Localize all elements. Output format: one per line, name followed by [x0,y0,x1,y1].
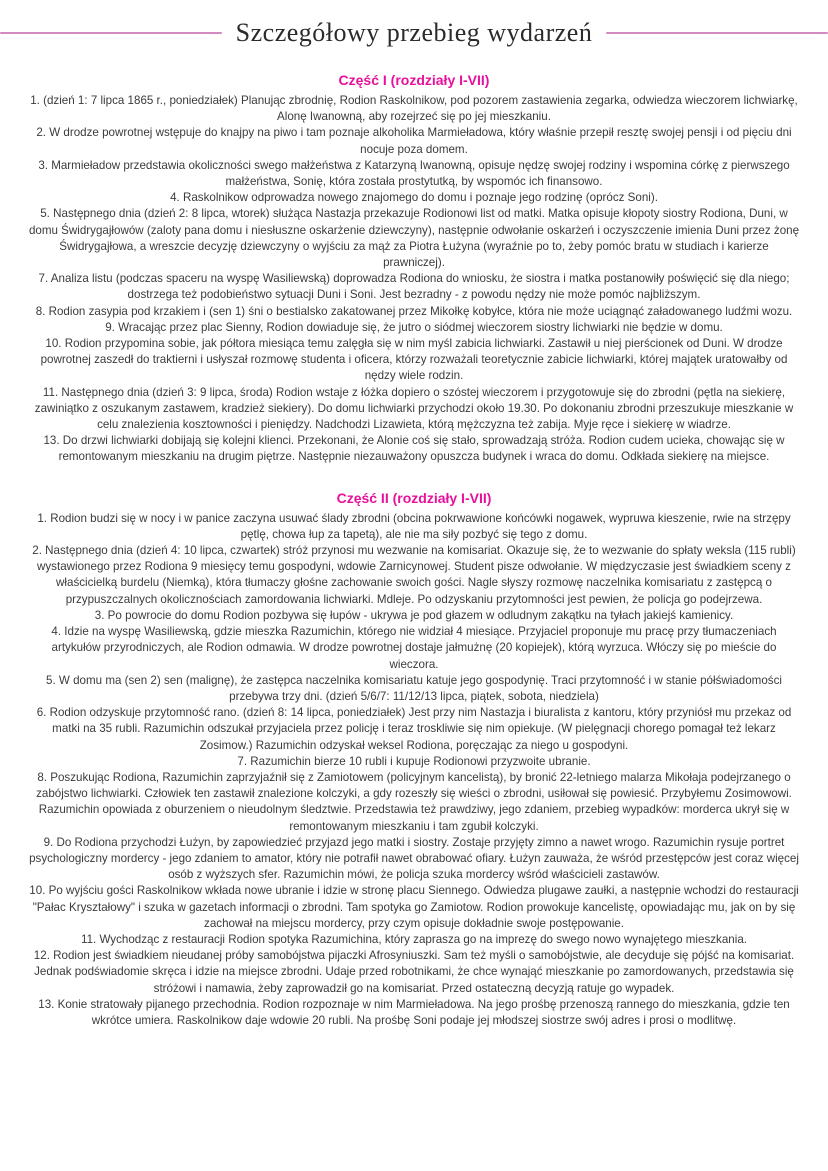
section-heading-part-2: Część II (rozdziały I-VII) [336,489,492,506]
event-paragraph: 7. Razumichin bierze 10 rubli i kupuje Rodionowi przyzwoite ubranie. [237,754,591,768]
event-paragraph: 1. (dzień 1: 7 lipca 1865 r., poniedziałek) Planując zbrodnię, Rodion Raskolnikow, pod pozorem zastawienia zegarka, odwiedza wieczorem lichwiarkę, Alonę Iwanowną, aby rozejrzeć się po jej mieszkaniu. [30,94,798,124]
page-title: Szczegółowy przebieg wydarzeń [235,18,593,47]
section-part-1 [27,72,801,466]
event-paragraph: 10. Rodion przypomina sobie, jak półtora miesiąca temu zalęgła się w nim myśl zabicia lichwiarki. Zastawił u niej pierścionek od Duni. W drodze powrotnej zaszedł do traktierni i usłyszał rozmowę studenta i oficera, którzy rozważali teoretycznie zabicie lichwiarki, której majątek uratowałby od nędzy wiele rodzin. [40,337,788,383]
event-paragraph: 11. Wychodząc z restauracji Rodion spotyka Razumichina, który zaprasza go na imprezę do swego nowo wynajętego mieszkania. [80,932,747,946]
event-paragraph: 5. W domu ma (sen 2) sen (malignę), że zastępca naczelnika komisariatu katuje jego gospodynię. Traci przytomność i w stanie półświadomości przebywa trzy dni. (dzień 5/6/7: 11/12/13 lipca, piątek, sobota, niedziela) [46,673,782,703]
event-paragraph: 8. Poszukując Rodiona, Razumichin zaprzyjaźnił się z Zamiotowem (policyjnym kancelistą), by bronić 22-letniego malarza Mikołaja podejrzanego o zabójstwo lichwiarki. Człowiek ten zastawił znalezione kolczyki, a gdy rozeszły się wieści o zbrodni, usiłował się powiesić. Przybyłemu Zosimowowi. Razumichin opowiada z oburzeniem o nieudolnym śledztwie. Przedstawia też prawdziwy, jego zdaniem, przebieg wypadków: morderca ukrył się w remontowanym mieszkaniu i tam zgubił kolczyki. [36,770,792,833]
event-paragraph: 3. Po powrocie do domu Rodion pozbywa się łupów - ukrywa je pod głazem w odludnym zakątku na tyłach jakiejś kamienicy. [94,608,734,622]
event-paragraph: 4. Raskolnikow odprowadza nowego znajomego do domu i poznaje jego rodzinę (oprócz Soni). [170,191,658,205]
document-body [0,72,828,1029]
event-paragraph: 12. Rodion jest świadkiem nieudanej próby samobójstwa pijaczki Afrosyniuszki. Sam też myśli o samobójstwie, ale decyduje się pójść na komisariat. Jednak podświadomie skręca i idzie na miejsce zbrodni. Udaje przed robotnikami, że chce wynająć mieszkanie po zamordowanych, przedstawia się stróżowi i namawia, żeby zaprowadził go na komisariat. Przed ostateczną decyzją ratuje go wypadek. [33,949,795,995]
event-paragraph: 5. Następnego dnia (dzień 2: 8 lipca, wtorek) służąca Nastazja przekazuje Rodionowi list od matki. Matka opisuje kłopoty siostry Rodiona, Duni, w domu Świdrygajłowów (zaloty pana domu i niesłuszne oskarżenie dziewczyny), następnie odwołanie oskarżeń i oczyszczenie imienia Duni przez żonę Świdrygajłowa, a wreszcie decyzję dziewczyny o wyjściu za mąż za Piotra Łużyna (wyraźnie po to, żeby pomóc bratu w studiach i karierze prawniczej). [28,207,800,270]
event-paragraph: 9. Do Rodiona przychodzi Łużyn, by zapowiedzieć przyjazd jego matki i siostry. Zostaje przyjęty zimno a nawet wrogo. Razumichin rysuje portret psychologiczny mordercy - jego zdaniem to amator, który nie potrafił nawet obrabować ofiary. Łużyn zauważa, że wśród przestępców jest coraz więcej osób z wyższych sfer. Razumichin mówi, że policja szuka mordercy wśród właścicieli zastawów. [29,835,799,882]
section-items-part-1 [27,93,801,466]
header-rule-left [0,32,222,34]
event-paragraph: 7. Analiza listu (podczas spaceru na wyspę Wasiliewską) doprowadza Rodiona do wniosku, że siostra i matka postanowiły poświęcić się dla niego; dostrzega też podobieństwo sytuacji Duni i Soni. Jest bezradny - z powodu nędzy nie może pomóc najbliższym. [38,272,790,302]
event-paragraph: 4. Idzie na wyspę Wasiliewską, gdzie mieszka Razumichin, którego nie widział 4 miesiące. Przyjaciel proponuje mu pracę przy tłumaczeniach artykułów przyrodniczych, ale Rodion odmawia. W drodze powrotnej dostaje jałmużnę (20 kopiejek), którą wyrzuca. Włóczy się po mieście do wieczora. [51,625,777,671]
event-paragraph: 10. Po wyjściu gości Raskolnikow wkłada nowe ubranie i idzie w stronę placu Siennego. Odwiedza plugawe zaułki, a następnie wchodzi do restauracji "Pałac Kryształowy" i szuka w gazetach informacji o zbrodni. Tam spotyka go Zamiotow. Rodion prowokuje kancelistę, opowiadając mu, jak on by się zachował na miejscu mordercy, przy czym opisuje dokładnie swoje postępowanie. [29,884,799,930]
event-paragraph: 1. Rodion budzi się w nocy i w panice zaczyna usuwać ślady zbrodni (obcina pokrwawione końcówki nogawek, wypruwa kieszenie, rwie na strzępy pętlę, chowa łup za tapetą), ale nie ma siły pozbyć się tego z domu. [37,511,791,541]
event-paragraph: 8. Rodion zasypia pod krzakiem i (sen 1) śni o bestialsko zakatowanej przez Mikołkę kobyłce, która nie może uciągnąć załadowanego ludźmi wozu. [35,304,793,318]
event-paragraph: 9. Wracając przez plac Sienny, Rodion dowiaduje się, że jutro o siódmej wieczorem siostry lichwiarki nie będzie w domu. [105,320,723,334]
event-paragraph: 3. Marmieładow przedstawia okoliczności swego małżeństwa z Katarzyną Iwanowną, opisuje nędzę swojej rodziny i wspomina córkę z pierwszego małżeństwa, Sonię, która została prostytutką, by wspomóc ich finansowo. [38,158,790,189]
section-heading-part-1: Część I (rozdziały I-VII) [338,72,490,88]
header-rule-right [606,32,828,34]
event-paragraph: 2. W drodze powrotnej wstępuje do knajpy na piwo i tam poznaje alkoholika Marmieładowa, który właśnie przepił resztę swojej pensji i od pięciu dni nocuje poza domem. [36,126,792,156]
section-part-2 [27,490,801,1030]
event-paragraph: 11. Następnego dnia (dzień 3: 9 lipca, środa) Rodion wstaje z łóżka dopiero o szóstej wieczorem i przygotowuje się do zbrodni (pętla na siekierę, zawiniątko z oszukanym zastawem, kradzież siekiery). Do domu lichwiarki przychodzi około 19.30. Po dokonaniu zbrodni przeszukuje mieszkanie w celu znalezienia kosztowności i pieniędzy. Nadchodzi Lizawieta, którą mężczyzna też zabija. Myje ręce i siekierę w wiadrze. [34,385,794,432]
event-paragraph: 6. Rodion odzyskuje przytomność rano. (dzień 8: 14 lipca, poniedziałek) Jest przy nim Nastazja i biuralista z kantoru, który przyniósł mu przekaz od matki na 35 rubli. Razumichin odszukał przyjaciela przez policję i teraz troskliwie się nim opiekuje. (W pielęgnacji chorego pomagał też lekarz Zosimow.) Razumichin odzyskał weksel Rodiona, poręczając za niego u gospodyni. [36,706,792,752]
event-paragraph: 2. Następnego dnia (dzień 4: 10 lipca, czwartek) stróż przynosi mu wezwanie na komisariat. Okazuje się, że to wezwanie do spłaty weksla (115 rubli) wystawionego przez Rodiona 9 miesięcy temu gospodyni, wdowie Zarnicynowej. Student pisze odwołanie. W międzyczasie jest świadkiem sceny z właścicielką burdelu (Niemką), która tłumaczy głośne zachowanie swoich gości. Nagle słyszy rozmowę naczelnika komisariatu z zastępcą o przypuszczalnych okolicznościach zamordowania lichwiarki. Mdleje. Po odzyskaniu przytomności jest pewien, że policja go podejrzewa. [32,544,796,606]
event-paragraph: 13. Konie stratowały pijanego przechodnia. Rodion rozpoznaje w nim Marmieładowa. Na jego prośbę przenoszą rannego do mieszkania, gdzie ten wkrótce umiera. Raskolnikow daje wdowie 20 rubli. Na prośbę Soni podaje jej młodszej siostrze swój adres i prosi o modlitwę. [38,997,790,1027]
document-header [0,18,828,48]
section-items-part-2 [27,511,801,1030]
event-paragraph: 13. Do drzwi lichwiarki dobijają się kolejni klienci. Przekonani, że Alonie coś się stało, sprowadzają stróża. Rodion cudem ucieka, chowając się w remontowanym mieszkaniu na drugim piętrze. Następnie niezauważony opuszcza budynek i wraca do domu. Odkłada siekierę na miejsce. [43,434,785,464]
